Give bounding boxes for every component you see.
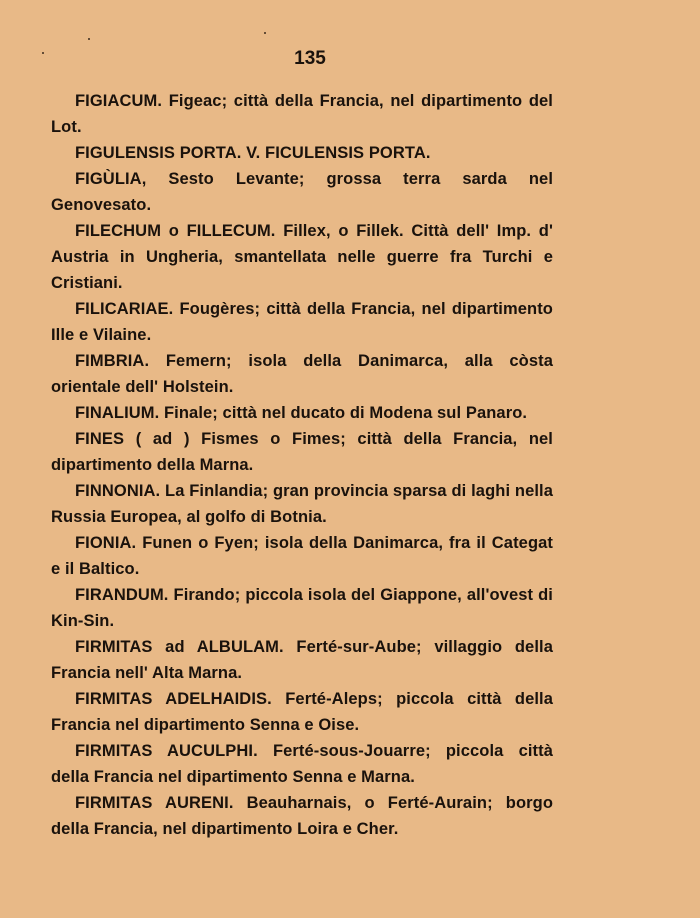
dictionary-entry <box>51 88 553 140</box>
entry-text: Sesto Levante; grossa terra sarda nel Genovesato. <box>51 170 554 214</box>
ink-speck <box>88 38 90 40</box>
entry-headword: FINALIUM. <box>75 404 160 422</box>
dictionary-entry <box>51 790 553 842</box>
entry-headword: FIRMITAS AURENI. <box>75 794 234 812</box>
entry-text: Fougères; città della Francia, nel dipartimento Ille e Vilaine. <box>51 300 553 344</box>
entry-text: Ferté-sous-Jouarre; piccola città della Francia nel dipartimento Senna e Marna. <box>51 742 554 786</box>
dictionary-entry <box>51 738 553 790</box>
entry-headword: FINES ( ad ) <box>75 430 190 448</box>
entry-text: Fillex, o Fillek. Città dell' Imp. d' Austria in Ungheria, smantellata nelle guerre fra Turchi e Cristiani. <box>51 222 554 292</box>
dictionary-entry <box>51 634 553 686</box>
entry-headword: FINNONIA. <box>75 482 161 500</box>
entry-headword: FIRMITAS AUCULPHI. <box>75 742 258 760</box>
entry-headword: FIRMITAS ADELHAIDIS. <box>75 690 272 708</box>
dictionary-entry <box>51 140 553 166</box>
dictionary-entry <box>51 582 553 634</box>
entry-text: Firando; piccola isola del Giappone, all'ovest di Kin-Sin. <box>51 586 553 630</box>
entry-text: Beauharnais, o Ferté-Aurain; borgo della Francia, nel dipartimento Loira e Cher. <box>51 794 553 838</box>
dictionary-entry <box>51 478 553 530</box>
entry-headword: FIONIA. <box>75 534 137 552</box>
entry-text: Ferté-Aleps; piccola città della Francia nel dipartimento Senna e Oise. <box>51 690 554 734</box>
entry-text: Femern; isola della Danimarca, alla còsta orientale dell' Holstein. <box>51 352 553 396</box>
entry-headword: FILECHUM o FILLECUM. <box>75 222 276 240</box>
entry-headword: FIRANDUM. <box>75 586 169 604</box>
entry-headword: FIGIACUM. <box>75 92 163 110</box>
entry-headword: FIRMITAS ad ALBULAM. <box>75 638 284 656</box>
entry-headword: FILICARIAE. <box>75 300 174 318</box>
entry-headword: FIGÙLIA, <box>75 170 147 188</box>
dictionary-entry <box>51 426 553 478</box>
entry-text: Finale; città nel ducato di Modena sul Panaro. <box>164 404 528 422</box>
entry-text: V. FICULENSIS PORTA. <box>246 144 431 162</box>
dictionary-entry <box>51 686 553 738</box>
entry-text: Ferté-sur-Aube; villaggio della Francia nell' Alta Marna. <box>51 638 553 682</box>
dictionary-entry <box>51 296 553 348</box>
entry-headword: FIGULENSIS PORTA. <box>75 144 242 162</box>
dictionary-entry <box>51 218 553 296</box>
entry-text: Fismes o Fimes; città della Francia, nel dipartimento della Marna. <box>51 430 553 474</box>
page-number: 135 <box>294 48 326 69</box>
dictionary-entry <box>51 530 553 582</box>
entry-text: La Finlandia; gran provincia sparsa di laghi nella Russia Europea, al golfo di Botnia. <box>51 482 554 526</box>
entry-text: Funen o Fyen; isola della Danimarca, fra il Categat e il Baltico. <box>51 534 553 578</box>
dictionary-entry <box>51 348 553 400</box>
ink-speck <box>264 32 266 34</box>
dictionary-entry <box>51 166 553 218</box>
dictionary-entries <box>51 88 553 842</box>
entry-text: Figeac; città della Francia, nel dipartimento del Lot. <box>51 92 553 136</box>
entry-headword: FIMBRIA. <box>75 352 150 370</box>
dictionary-entry <box>51 400 553 426</box>
